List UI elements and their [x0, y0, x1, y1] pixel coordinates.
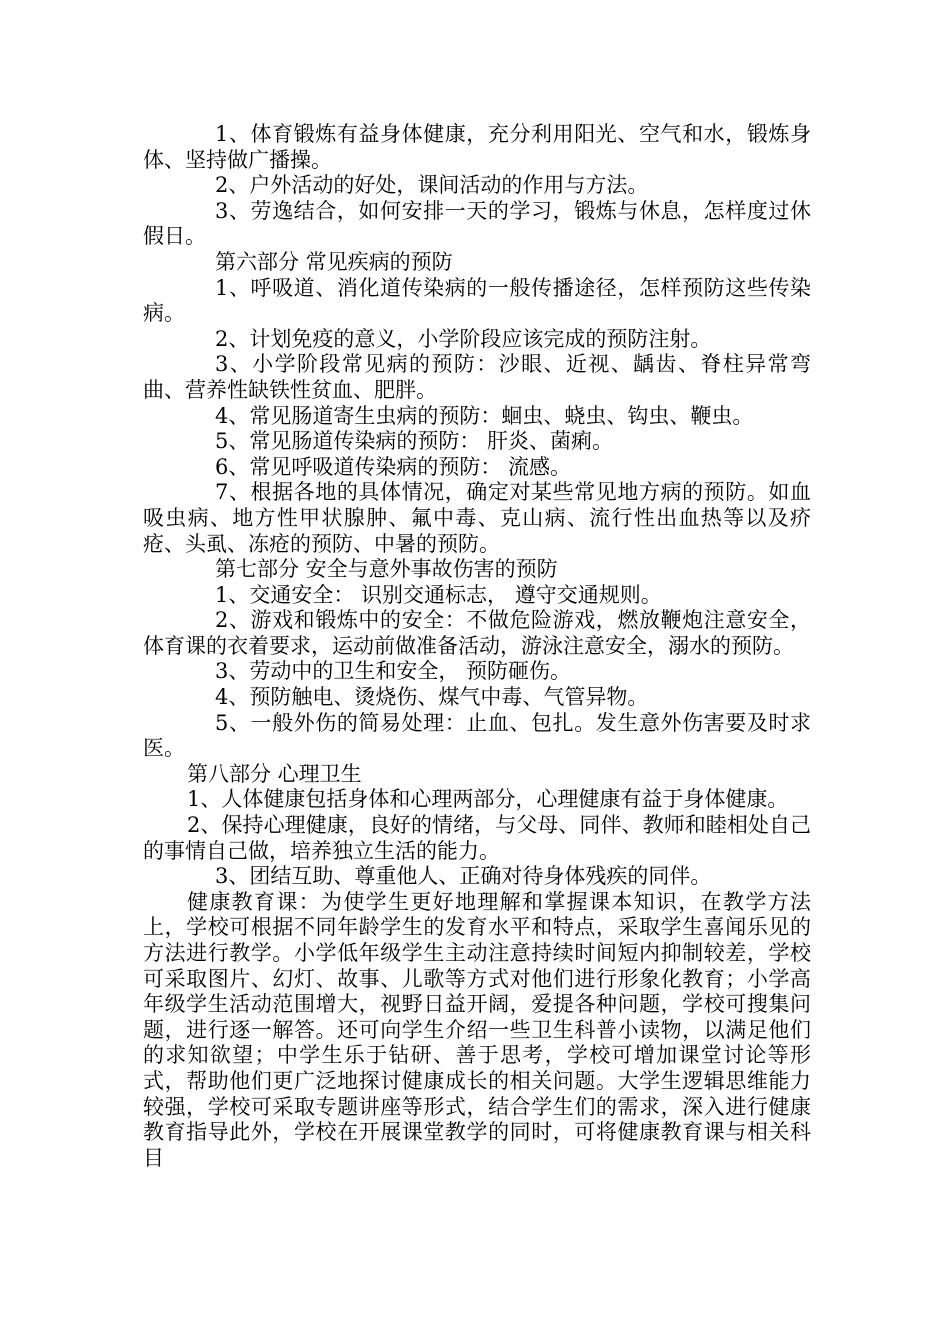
paragraph-11: 7、根据各地的具体情况，确定对某些常见地方病的预防。如血吸虫病、地方性甲状腺肿、氟中毒、克山病、流行性出血热等以及疥疮、头虱、冻疮的预防、中暑的预防。: [143, 480, 811, 556]
paragraph-9: 5、常见肠道传染病的预防： 肝炎、菌痢。: [215, 429, 614, 454]
paragraph-7: 3、小学阶段常见病的预防：沙眼、近视、龋齿、脊柱异常弯曲、营养性缺铁性贫血、肥胖。: [143, 352, 811, 402]
paragraph-6: 2、计划免疫的意义，小学阶段应该完成的预防注射。: [215, 326, 712, 351]
paragraph-3: 3、劳逸结合，如何安排一天的学习，锻炼与休息，怎样度过休假日。: [143, 198, 811, 249]
section-heading-8: 第八部分 心理卫生: [187, 761, 362, 786]
paragraph-16: 4、预防触电、烫烧伤、煤气中毒、气管异物。: [215, 685, 649, 710]
section-heading-6: 第六部分 常见疾病的预防: [215, 249, 453, 274]
paragraph-5: 1、呼吸道、消化道传染病的一般传播途径，怎样预防这些传染病。: [143, 275, 811, 326]
paragraph-10: 6、常见呼吸道传染病的预防： 流感。: [215, 454, 572, 479]
paragraph-13: 1、交通安全： 识别交通标志， 遵守交通规则。: [215, 582, 662, 607]
section-heading-7: 第七部分 安全与意外事故伤害的预防: [215, 557, 558, 582]
paragraph-15: 3、劳动中的卫生和安全， 预防砸伤。: [215, 659, 572, 684]
paragraph-1: 1、体育锻炼有益身体健康，充分利用阳光、空气和水，锻炼身体、坚持做广播操。: [143, 122, 811, 172]
paragraph-14: 2、游戏和锻炼中的安全：不做危险游戏，燃放鞭炮注意安全，体育课的衣着要求，运动前做准备活动，游泳注意安全，溺水的预防。: [143, 608, 811, 658]
paragraph-22: 健康教育课：为使学生更好地理解和掌握课本知识，在教学方法上，学校可根据不同年龄学生的发育水平和特点，采取学生喜闻乐见的方法进行教学。小学低年级学生主动注意持续时间短内抑制较差，学校可采取图片、幻灯、故事、儿歌等方式对他们进行形象化教育；小学高年级学生活动范围增大，视野日益开阔，爱提各种问题，学校可搜集问题，进行逐一解答。还可向学生介绍一些卫生科普小读物，以满足他们的求知欲望；中学生乐于钻研、善于思考，学校可增加课堂讨论等形式，帮助他们更广泛地探讨健康成长的相关问题。大学生逻辑思维能力较强，学校可采取专题讲座等形式，结合学生们的需求，深入进行健康教育指导此外，学校在开展课堂教学的同时，可将健康教育课与相关科目: [143, 889, 811, 1170]
document-page: [143, 122, 811, 1171]
paragraph-20: 2、保持心理健康，良好的情绪，与父母、同伴、教师和睦相处自己的事情自己做，培养独立生活的能力。: [143, 813, 811, 863]
paragraph-21: 3、团结互助、尊重他人、正确对待身体残疾的同伴。: [215, 864, 712, 889]
paragraph-19: 1、人体健康包括身体和心理两部分，心理健康有益于身体健康。: [187, 787, 789, 812]
paragraph-2: 2、户外活动的好处，课间活动的作用与方法。: [215, 173, 649, 198]
paragraph-8: 4、常见肠道寄生虫病的预防：蛔虫、蛲虫、钩虫、鞭虫。: [215, 403, 754, 428]
paragraph-17: 5、一般外伤的简易处理：止血、包扎。发生意外伤害要及时求医。: [143, 710, 811, 761]
